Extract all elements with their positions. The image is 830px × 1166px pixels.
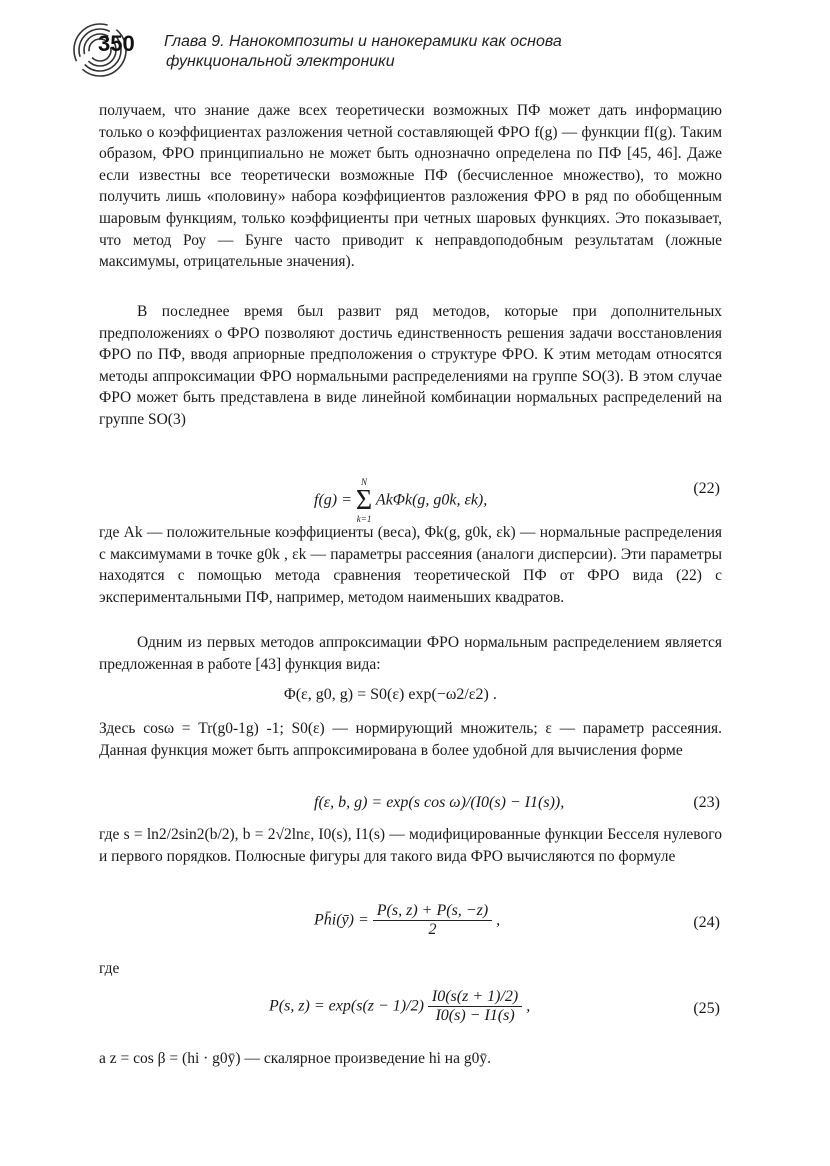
paragraph-6-block — [99, 824, 722, 867]
eq23-expression: f(ε, b, g) = exp(s cos ω)/(I0(s) − I1(s)), — [314, 794, 565, 811]
eq22-lhs: f(g) = — [314, 491, 352, 509]
chapter-title-line1: Глава 9. Нанокомпозиты и нанокерамики как основа — [164, 33, 562, 50]
eq25-number: (25) — [693, 1000, 720, 1017]
eq25-numerator: I0(s(z + 1)/2) — [428, 988, 522, 1007]
eq25-fraction — [428, 988, 522, 1025]
eq25-lhs: P(s, z) = exp(s(z − 1)/2) — [269, 997, 424, 1015]
eq22-number: (22) — [693, 480, 720, 497]
paragraph-2-block — [99, 301, 722, 431]
paragraph-5-block — [99, 718, 722, 761]
eq25-tail: , — [526, 997, 531, 1015]
paragraph-8-block — [99, 1048, 722, 1070]
page-number: 350 — [98, 31, 135, 56]
eq24-tail: , — [496, 911, 501, 929]
eq24-fraction — [373, 902, 492, 939]
chapter-title — [164, 32, 684, 72]
paragraph-6: где s = ln2/2sin2(b/2), b = 2√2lnε, I0(s), I1(s) — модифицированные функции Бесселя нулевого и первого порядков. Полюсные фигуры для такого вида ФРО вычисляются по формуле — [99, 826, 722, 865]
paragraph-4-block — [99, 632, 722, 675]
eq24-number: (24) — [693, 914, 720, 931]
eq25-denominator: I0(s) − I1(s) — [435, 1007, 515, 1024]
paragraph-7: где — [99, 960, 120, 977]
paragraph-5: Здесь cosω = Tr(g0-1g) -1; S0(ε) — нормирующий множитель; ε — параметр рассеяния. Данная функция может быть аппроксимирована в более удобной для вычисления форме — [99, 720, 722, 759]
paragraph-1-block — [99, 100, 722, 273]
sum-symbol: N Σ k=1 — [355, 477, 373, 524]
paragraph-8: а z = cos β = (hi · g0ȳ) — скалярное произведение hi на g0ȳ. — [99, 1050, 491, 1067]
equation-22 — [99, 470, 722, 524]
publisher-logo — [70, 20, 154, 80]
eq24-denominator: 2 — [428, 921, 437, 938]
eq22-rhs: AkΦk(g, g0k, εk), — [375, 491, 488, 509]
chapter-title-line2: функциональной электроники — [166, 53, 395, 70]
paragraph-4: Одним из первых методов аппроксимации ФРО нормальным распределением является предложенная в работе [43] функция вида: — [99, 634, 722, 673]
eq-phi-expression: Φ(ε, g0, g) = S0(ε) exp(−ω2/ε2) . — [284, 686, 497, 703]
equation-25 — [99, 986, 722, 1038]
page-header — [70, 20, 730, 80]
eq23-number: (23) — [693, 794, 720, 811]
equation-24 — [99, 900, 722, 950]
eq24-numerator: P(s, z) + P(s, −z) — [373, 902, 492, 921]
paragraph-1: получаем, что знание даже всех теоретически возможных ПФ может дать информацию только о коэффициентах разложения четной составляющей ФРО f(g) — функции fI(g). Таким образом, ФРО принципиально не может быть однозначно определена по ПФ [45, 46]. Даже если известны все теоретически возможные ПФ (бесчисленное множество), то можно получить лишь «половину» набора коэффициентов разложения ФРО в ряд по обобщенным шаровым функциям, только коэффициенты при четных шаровых функциях. Это показывает, что метод Роу — Бунге часто приводит к неправдоподобным результатам (ложные максимумы, отрицательные значения). — [99, 102, 722, 271]
sum-upper-limit: N — [361, 477, 368, 487]
eq24-lhs: Ph̄i(ȳ) = — [314, 911, 369, 929]
paragraph-3: где Ak — положительные коэффициенты (веса), Φk(g, g0k, εk) — нормальные распределения с максимумами в точке g0k , εk — параметры рассеяния (аналоги дисперсии). Эти параметры находятся с помощью метода сравнения теоретической ПФ от ФРО вида (22) с экспериментальными ПФ, например, методом наименьших квадратов. — [99, 524, 722, 606]
sum-lower-limit: k=1 — [356, 514, 372, 524]
paragraph-2: В последнее время был развит ряд методов, которые при дополнительных предположениях о ФРО позволяют достичь единственность решения задачи восстановления ФРО по ПФ, вводя априорные предположения о структуре ФРО. К этим методам относятся методы аппроксимации ФРО нормальными распределениями на группе SO(3). В этом случае ФРО может быть представлена в виде линейной комбинации нормальных распределений на группе SO(3) — [99, 303, 722, 428]
paragraph-3-block — [99, 522, 722, 608]
paragraph-7-block — [99, 958, 722, 980]
